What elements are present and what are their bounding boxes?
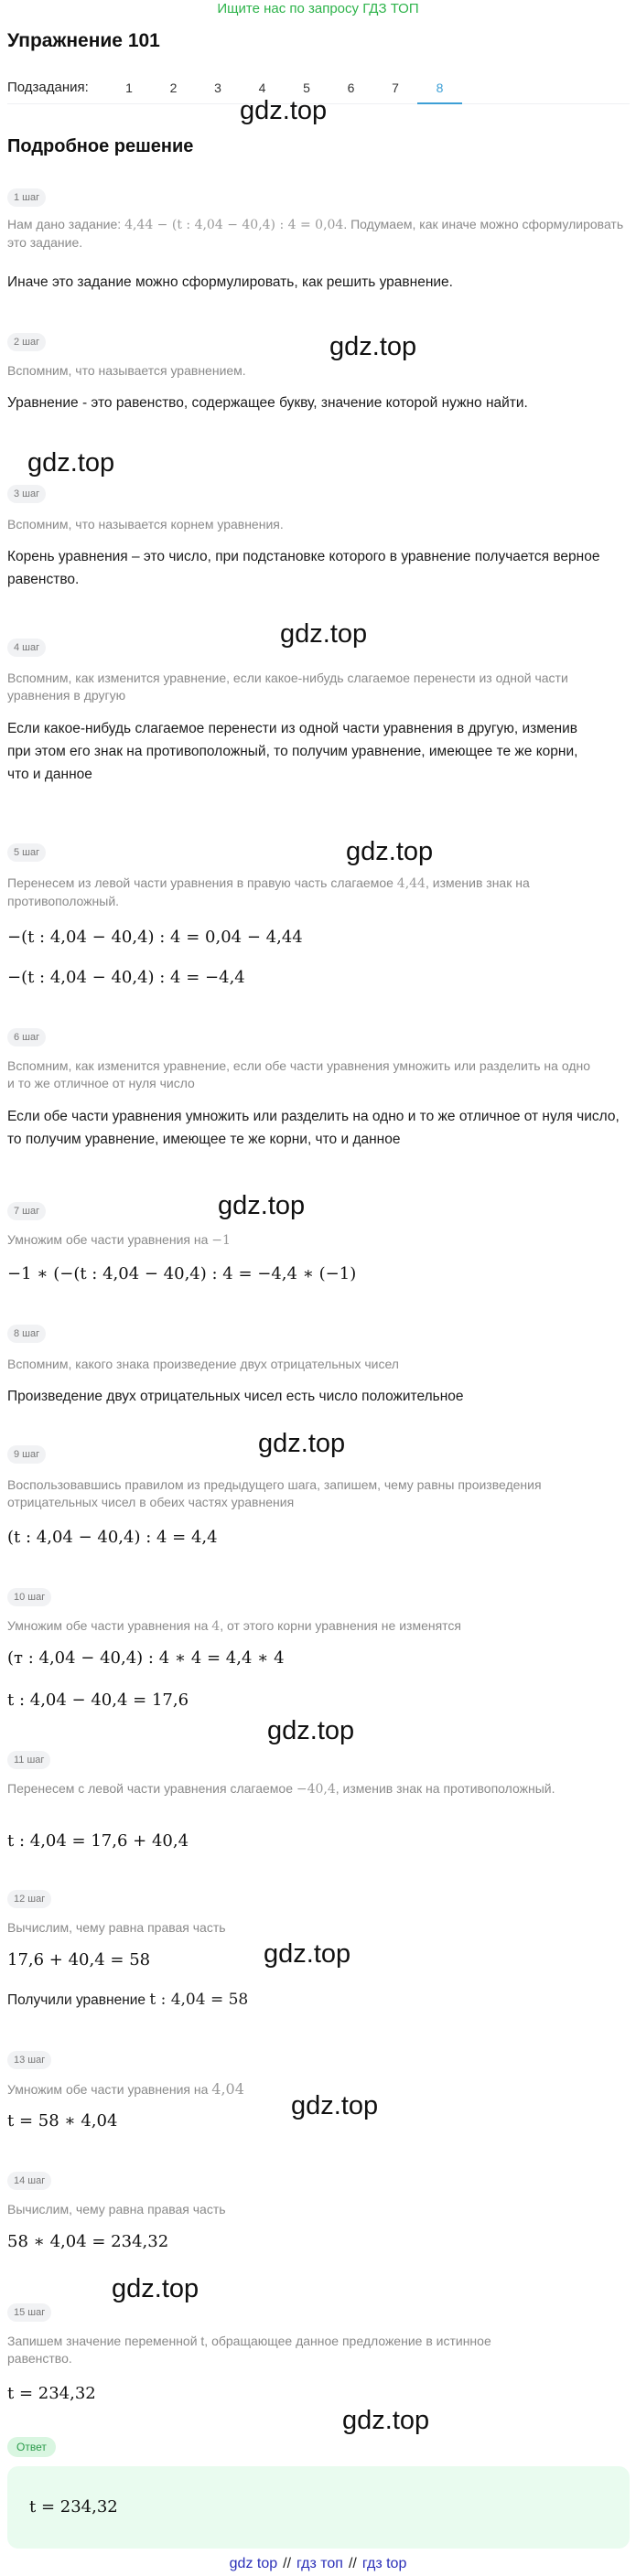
watermark: gdz.top (218, 1191, 306, 1220)
step-badge: 7 шаг (7, 1202, 46, 1220)
step-2-conclusion: Уравнение - это равенство, содержащее букву, значение которой нужно найти. (7, 395, 528, 411)
watermark: gdz.top (267, 1716, 355, 1745)
step-badge: 12 шаг (7, 1890, 51, 1908)
watermark: gdz.top (342, 2406, 430, 2435)
step-1-conclusion: Иначе это задание можно сформулировать, как решить уравнение. (7, 274, 453, 290)
step-3-conclusion: Корень уравнения – это число, при подстановке которого в уравнение получается верное равенство. (7, 549, 600, 587)
step-4-description: Вспомним, как изменится уравнение, если какое-нибудь слагаемое перенести из одной части уравнения в другую (7, 671, 568, 703)
step-15-description: Запишем значение переменной t, обращающее данное предложение в истинное равенство. (7, 2334, 491, 2366)
step-badge: 15 шаг (7, 2303, 51, 2322)
step-9-equation: (t : 4,04 − 40,4) : 4 = 4,4 (7, 1528, 218, 1547)
answer-badge: Ответ (7, 2437, 56, 2457)
footer-links (0, 2554, 636, 2574)
step-6-conclusion: Если обе части уравнения умножить или разделить на одно и то же отличное от нуля число, то получим уравнение, имеющее те же корни, что и данное (7, 1109, 620, 1147)
step-11-equation: t : 4,04 = 17,6 + 40,4 (7, 1831, 189, 1851)
step-badge: 9 шаг (7, 1445, 46, 1464)
watermark: gdz.top (264, 1939, 351, 1969)
subtask-tab-5[interactable]: 5 (303, 80, 310, 95)
subtask-tab-2[interactable]: 2 (169, 80, 178, 95)
page-title: Упражнение 101 (7, 30, 160, 51)
step-7-equation: −1 ∗ (−(t : 4,04 − 40,4) : 4 = −4,4 ∗ (−1) (7, 1264, 357, 1283)
step-15-equation: t = 234,32 (7, 2384, 96, 2403)
step-badge: 8 шаг (7, 1325, 46, 1343)
step-14-description: Вычислим, чему равна правая часть (7, 2202, 226, 2216)
step-badge: 1 шаг (7, 188, 46, 207)
step-2-description: Вспомним, что называется уравнением. (7, 363, 246, 378)
step-8-conclusion: Произведение двух отрицательных чисел есть число положительное (7, 1389, 464, 1404)
step-4-conclusion: Если какое-нибудь слагаемое перенести из одной части уравнения в другую, изменив при этом его знак на противоположный, то получим уравнение, имеющее те же корни, что и данное (7, 721, 578, 782)
step-13-description: Умножим обе части уравнения на 4,04 (7, 2080, 244, 2098)
subtask-tab-1[interactable]: 1 (125, 80, 133, 95)
step-6-description: Вспомним, как изменится уравнение, если обе части уравнения умножить или разделить на одно и то же отличное от нуля число (7, 1058, 590, 1090)
footer-separator: // (283, 2556, 292, 2571)
step-10-description: Умножим обе части уравнения на 4, от этого корни уравнения не изменятся (7, 1618, 462, 1634)
step-badge: 11 шаг (7, 1751, 50, 1769)
subtasks-label: Подзадания: (7, 80, 89, 95)
step-3-description: Вспомним, что называется корнем уравнения. (7, 517, 284, 531)
step-9-description: Воспользовавшись правилом из предыдущего шага, запишем, чему равны произведения отрицательных чисел в обеих частях уравнения (7, 1477, 542, 1509)
watermark: gdz.top (112, 2274, 199, 2303)
step-badge: 14 шаг (7, 2172, 51, 2190)
footer-link-1[interactable]: gdz top (229, 2556, 278, 2571)
watermark: gdz.top (291, 2091, 379, 2120)
step-12-description: Вычислим, чему равна правая часть (7, 1920, 226, 1935)
step-10-equation-2: t : 4,04 − 40,4 = 17,6 (7, 1690, 189, 1710)
watermark: gdz.top (27, 448, 115, 478)
top-banner: Ищите нас по запросу ГДЗ ТОП (217, 1, 419, 16)
footer-separator: // (348, 2556, 357, 2571)
step-badge: 13 шаг (7, 2051, 51, 2069)
footer-link-2[interactable]: гдз топ (296, 2556, 343, 2571)
step-badge: 10 шаг (7, 1588, 51, 1606)
step-badge: 6 шаг (7, 1028, 46, 1046)
step-11-description: Перенесем с левой части уравнения слагаемое −40,4, изменив знак на противоположный. (7, 1781, 555, 1797)
step-5-equation-1: −(t : 4,04 − 40,4) : 4 = 0,04 − 4,44 (7, 928, 303, 947)
watermark: gdz.top (240, 96, 328, 125)
step-badge: 2 шаг (7, 333, 46, 351)
footer-link-3[interactable]: гдз top (361, 2556, 407, 2571)
subtask-tab-3[interactable]: 3 (214, 80, 221, 95)
watermark: gdz.top (258, 1429, 346, 1458)
subtask-tab-4[interactable]: 4 (258, 80, 266, 95)
answer-equation: t = 234,32 (29, 2497, 118, 2517)
step-badge: 4 шаг (7, 639, 46, 657)
subtask-tab-8[interactable]: 8 (417, 71, 462, 104)
step-12-conclusion: Получили уравнение t : 4,04 = 58 (7, 1991, 249, 2009)
subtask-tab-6[interactable]: 6 (347, 80, 355, 95)
watermark: gdz.top (346, 837, 434, 866)
step-badge: 5 шаг (7, 843, 46, 862)
watermark: gdz.top (329, 332, 417, 361)
step-7-description: Умножим обе части уравнения на −1 (7, 1232, 231, 1248)
step-14-equation: 58 ∗ 4,04 = 234,32 (7, 2232, 169, 2251)
answer-box (7, 2466, 630, 2549)
step-1-equation: 4,44 − (t : 4,04 − 40,4) : 4 = 0,04 (124, 218, 344, 232)
step-8-description: Вспомним, какого знака произведение двух отрицательных чисел (7, 1357, 399, 1371)
step-badge: 3 шаг (7, 485, 46, 503)
step-13-equation: t = 58 ∗ 4,04 (7, 2111, 118, 2131)
section-title: Подробное решение (7, 136, 194, 156)
watermark: gdz.top (280, 619, 368, 649)
step-10-equation-1: (т : 4,04 − 40,4) : 4 ∗ 4 = 4,4 ∗ 4 (7, 1648, 285, 1668)
step-12-equation: 17,6 + 40,4 = 58 (7, 1950, 151, 1970)
step-5-equation-2: −(t : 4,04 − 40,4) : 4 = −4,4 (7, 968, 245, 987)
step-5-description: Перенесем из левой части уравнения в правую часть слагаемое 4,44, изменив знак на противоположный. (7, 875, 530, 908)
subtask-tab-7[interactable]: 7 (392, 80, 399, 95)
step-1-description: Нам дано задание: 4,44 − (t : 4,04 − 40,4) : 4 = 0,04. Подумаем, как иначе можно сформулировать это задание. (7, 217, 624, 250)
